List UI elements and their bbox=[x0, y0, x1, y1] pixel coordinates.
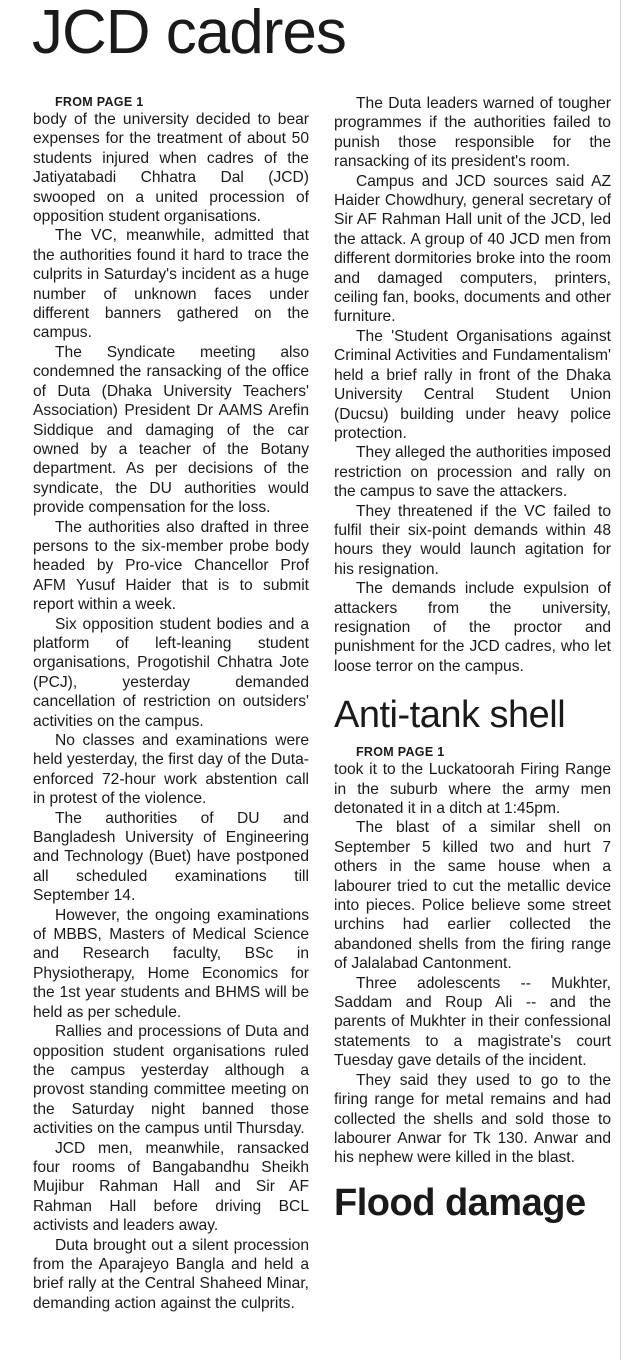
article-paragraph: Six opposition student bodies and a platform of left-leaning student organisations, Progotishil Chhatra Jote (PCJ), yesterday demanded cancellation of restriction on outsiders' activities on the campus. bbox=[33, 615, 309, 730]
article-paragraph: The 'Student Organisations against Criminal Activities and Fundamentalism' held a brief rally in front of the Dhaka University Central Student Union (Ducsu) building under heavy police protection. bbox=[334, 327, 611, 442]
article-paragraph: body of the university decided to bear expenses for the treatment of about 50 students injured when cadres of the Jatiyatabadi Chhatra Dal (JCD) swooped on a united procession of opposition student organisations. bbox=[33, 111, 309, 226]
second-story-headline: Anti-tank shell bbox=[334, 694, 566, 737]
left-column bbox=[33, 94, 309, 1313]
article-paragraph: The authorities also drafted in three persons to the six-member probe body headed by Pro-vice Chancellor Prof AFM Yusuf Haider that is to submit report within a week. bbox=[33, 518, 309, 614]
third-story-headline: Flood damage bbox=[334, 1181, 586, 1224]
article-paragraph: Rallies and processions of Duta and opposition student organisations ruled the campus yesterday although a provost standing committee meeting on the Saturday night banned those activities on the campus until Thursday. bbox=[33, 1023, 309, 1138]
from-page-kicker: FROM PAGE 1 bbox=[356, 745, 445, 760]
article-paragraph: The demands include expulsion of attackers from the university, resignation of the proctor and punishment for the JCD cadres, who let loose terror on the campus. bbox=[334, 580, 611, 675]
article-paragraph: The Syndicate meeting also condemned the ransacking of the office of Duta (Dhaka University Teachers' Association) President Dr AAMS Arefin Siddique and damaging of the car owned by a teacher of the Botany department. As per decisions of the syndicate, the DU authorities would provide compensation for the loss. bbox=[33, 343, 309, 517]
article-paragraph: Duta brought out a silent procession from the Aparajeyo Bangla and held a brief rally at the Central Shaheed Minar, demanding action against the culprits. bbox=[33, 1236, 309, 1312]
article-paragraph: Three adolescents -- Mukhter, Saddam and Roup Ali -- and the parents of Mukhter in their confessional statements to a magistrate's court Tuesday gave details of the incident. bbox=[334, 974, 611, 1070]
column-rule bbox=[620, 0, 621, 1360]
right-column bbox=[334, 94, 611, 1224]
page-headline: JCD cadres bbox=[32, 0, 346, 67]
article-paragraph: took it to the Luckatoorah Firing Range in the suburb where the army men detonated it in a ditch at 1:45pm. bbox=[334, 761, 611, 817]
article-paragraph: JCD men, meanwhile, ransacked four rooms of Bangabandhu Sheikh Mujibur Rahman Hall and Sir AF Rahman Hall before driving BCL activists and leaders away. bbox=[33, 1139, 309, 1235]
article-paragraph: They alleged the authorities imposed restriction on procession and rally on the campus to save the attackers. bbox=[334, 444, 611, 501]
article-paragraph: They said they used to go to the firing range for metal remains and had collected the shells and sold those to labourer Anwar for Tk 130. Anwar and his nephew were killed in the blast. bbox=[334, 1071, 611, 1167]
article-paragraph: The Duta leaders warned of tougher programmes if the authorities failed to punish those responsible for the ransacking of its president's room. bbox=[334, 95, 611, 171]
from-page-kicker: FROM PAGE 1 bbox=[55, 95, 144, 109]
article-paragraph: Campus and JCD sources said AZ Haider Chowdhury, general secretary of Sir AF Rahman Hall unit of the JCD, led the attack. A group of 40 JCD men from different dormitories broke into the room and damaged computers, printers, ceiling fan, books, documents and other furniture. bbox=[334, 172, 611, 326]
article-paragraph: The authorities of DU and Bangladesh University of Engineering and Technology (Buet) have postponed all scheduled examinations till September 14. bbox=[33, 809, 309, 905]
article-paragraph: The VC, meanwhile, admitted that the authorities found it hard to trace the culprits in Saturday's incident as a huge number of unknown faces under different banners gathered on the campus. bbox=[33, 227, 309, 342]
article-paragraph: They threatened if the VC failed to fulfil their six-point demands within 48 hours they would launch agitation for his resignation. bbox=[334, 502, 611, 578]
article-paragraph: No classes and examinations were held yesterday, the first day of the Duta-enforced 72-hour work abstention call in protest of the violence. bbox=[33, 732, 309, 808]
article-paragraph: The blast of a similar shell on September 5 killed two and hurt 7 others in the same house when a labourer tried to cut the metallic device into pieces. Police believe some street urchins had earlier collected the abandoned shells from the firing range of Jalalabad Cantonment. bbox=[334, 819, 611, 973]
article-paragraph: However, the ongoing examinations of MBBS, Masters of Medical Science and Research faculty, BSc in Physiotherapy, Home Economics for the 1st year students and BHMS will be held as per schedule. bbox=[33, 906, 309, 1021]
